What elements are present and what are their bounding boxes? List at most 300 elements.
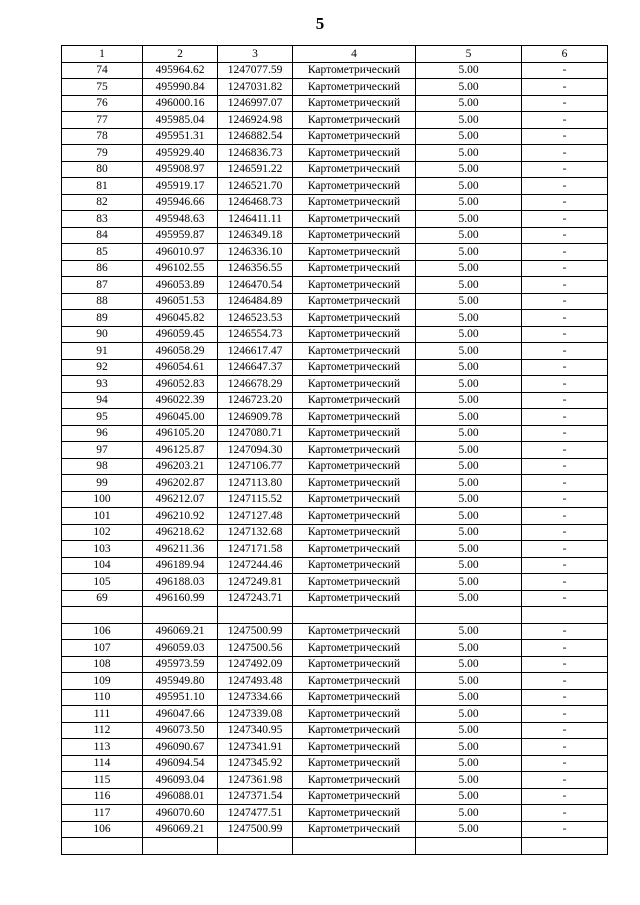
table-cell: 110 bbox=[62, 689, 143, 706]
table-cell: - bbox=[522, 706, 608, 723]
table-cell-empty bbox=[143, 607, 218, 624]
table-cell: 496058.29 bbox=[143, 343, 218, 360]
table-cell: 5.00 bbox=[416, 425, 522, 442]
table-row bbox=[62, 722, 608, 739]
table-cell: 117 bbox=[62, 805, 143, 822]
table-cell: 1247493.48 bbox=[218, 673, 293, 690]
table-cell: Картометрический bbox=[293, 392, 416, 409]
table-cell: 75 bbox=[62, 79, 143, 96]
table-cell: 496054.61 bbox=[143, 359, 218, 376]
table-cell: Картометрический bbox=[293, 161, 416, 178]
table-row bbox=[62, 310, 608, 327]
table-row bbox=[62, 145, 608, 162]
table-cell: 1247500.99 bbox=[218, 821, 293, 838]
table-cell: 5.00 bbox=[416, 293, 522, 310]
table-cell: 1246647.37 bbox=[218, 359, 293, 376]
table-cell: 495951.31 bbox=[143, 128, 218, 145]
table-cell: 5.00 bbox=[416, 590, 522, 607]
column-header: 4 bbox=[293, 46, 416, 63]
column-header: 6 bbox=[522, 46, 608, 63]
table-cell: - bbox=[522, 821, 608, 838]
table-cell: Картометрический bbox=[293, 458, 416, 475]
table-cell: - bbox=[522, 260, 608, 277]
table-cell: 76 bbox=[62, 95, 143, 112]
table-row bbox=[62, 590, 608, 607]
table-cell: - bbox=[522, 689, 608, 706]
table-row bbox=[62, 161, 608, 178]
table-cell: - bbox=[522, 772, 608, 789]
table-cell: 87 bbox=[62, 277, 143, 294]
table-cell: 1246924.98 bbox=[218, 112, 293, 129]
table-row bbox=[62, 244, 608, 261]
table-cell: 1246336.10 bbox=[218, 244, 293, 261]
table-cell: - bbox=[522, 722, 608, 739]
table-cell: 5.00 bbox=[416, 772, 522, 789]
table-cell: Картометрический bbox=[293, 788, 416, 805]
table-cell: - bbox=[522, 788, 608, 805]
table-row bbox=[62, 178, 608, 195]
table-cell: 80 bbox=[62, 161, 143, 178]
table-cell: - bbox=[522, 673, 608, 690]
table-cell: 108 bbox=[62, 656, 143, 673]
table-cell: 100 bbox=[62, 491, 143, 508]
table-cell: Картометрический bbox=[293, 590, 416, 607]
table-cell: 74 bbox=[62, 62, 143, 79]
table-cell: - bbox=[522, 640, 608, 657]
table-cell: - bbox=[522, 326, 608, 343]
table-row bbox=[62, 788, 608, 805]
table-cell: 1246411.11 bbox=[218, 211, 293, 228]
table-cell: 496045.82 bbox=[143, 310, 218, 327]
table-cell: 5.00 bbox=[416, 145, 522, 162]
table-row bbox=[62, 458, 608, 475]
table-cell-empty bbox=[218, 607, 293, 624]
table-cell: 92 bbox=[62, 359, 143, 376]
table-cell: - bbox=[522, 62, 608, 79]
table-cell: 5.00 bbox=[416, 557, 522, 574]
blank-row bbox=[62, 838, 608, 855]
table-cell: 1247115.52 bbox=[218, 491, 293, 508]
table-cell: 1247492.09 bbox=[218, 656, 293, 673]
table-cell: 1247031.82 bbox=[218, 79, 293, 96]
table-cell: Картометрический bbox=[293, 508, 416, 525]
table-cell: 1247080.71 bbox=[218, 425, 293, 442]
table-cell: 496010.97 bbox=[143, 244, 218, 261]
table-cell: Картометрический bbox=[293, 640, 416, 657]
table-cell: 112 bbox=[62, 722, 143, 739]
table-cell: 83 bbox=[62, 211, 143, 228]
table-cell: 89 bbox=[62, 310, 143, 327]
table-cell: 1246521.70 bbox=[218, 178, 293, 195]
table-cell: 1246723.20 bbox=[218, 392, 293, 409]
table-cell: Картометрический bbox=[293, 293, 416, 310]
table-cell: Картометрический bbox=[293, 557, 416, 574]
table-cell: 5.00 bbox=[416, 524, 522, 541]
table-cell: 1247113.80 bbox=[218, 475, 293, 492]
table-row bbox=[62, 755, 608, 772]
table-cell-empty bbox=[293, 607, 416, 624]
table-cell: 88 bbox=[62, 293, 143, 310]
table-cell: 82 bbox=[62, 194, 143, 211]
table-cell: 495949.80 bbox=[143, 673, 218, 690]
table-cell: 5.00 bbox=[416, 244, 522, 261]
column-header: 2 bbox=[143, 46, 218, 63]
table-row bbox=[62, 541, 608, 558]
table-cell: - bbox=[522, 244, 608, 261]
table-cell: - bbox=[522, 227, 608, 244]
table-cell: 5.00 bbox=[416, 673, 522, 690]
table-cell: 5.00 bbox=[416, 656, 522, 673]
table-cell: 495951.10 bbox=[143, 689, 218, 706]
table-cell: Картометрический bbox=[293, 574, 416, 591]
table-cell: Картометрический bbox=[293, 359, 416, 376]
table-cell: 1247339.08 bbox=[218, 706, 293, 723]
table-cell: Картометрический bbox=[293, 673, 416, 690]
table-cell: 496105.20 bbox=[143, 425, 218, 442]
table-cell: 1246617.47 bbox=[218, 343, 293, 360]
table-cell: Картометрический bbox=[293, 211, 416, 228]
table-cell: - bbox=[522, 590, 608, 607]
table-cell: Картометрический bbox=[293, 623, 416, 640]
column-header: 3 bbox=[218, 46, 293, 63]
table-cell: 1247106.77 bbox=[218, 458, 293, 475]
table-cell: - bbox=[522, 277, 608, 294]
table-cell: 116 bbox=[62, 788, 143, 805]
table-cell: 77 bbox=[62, 112, 143, 129]
table-cell: 5.00 bbox=[416, 194, 522, 211]
table-cell: Картометрический bbox=[293, 62, 416, 79]
table-row bbox=[62, 706, 608, 723]
table-row bbox=[62, 524, 608, 541]
table-row bbox=[62, 557, 608, 574]
table-cell: Картометрический bbox=[293, 772, 416, 789]
table-cell: 102 bbox=[62, 524, 143, 541]
table-cell: 5.00 bbox=[416, 706, 522, 723]
table-row bbox=[62, 128, 608, 145]
table-cell: Картометрический bbox=[293, 524, 416, 541]
table-cell: Картометрический bbox=[293, 409, 416, 426]
table-row bbox=[62, 821, 608, 838]
table-cell: 5.00 bbox=[416, 112, 522, 129]
table-cell: 1246836.73 bbox=[218, 145, 293, 162]
table-cell: 496160.99 bbox=[143, 590, 218, 607]
table-row bbox=[62, 805, 608, 822]
table-cell: 496212.07 bbox=[143, 491, 218, 508]
table-cell: 496090.67 bbox=[143, 739, 218, 756]
table-cell: Картометрический bbox=[293, 260, 416, 277]
table-cell: 1247477.51 bbox=[218, 805, 293, 822]
table-cell: 5.00 bbox=[416, 128, 522, 145]
table-cell: - bbox=[522, 442, 608, 459]
table-cell: 1246523.53 bbox=[218, 310, 293, 327]
table-cell: 98 bbox=[62, 458, 143, 475]
table-cell: 105 bbox=[62, 574, 143, 591]
table-cell: 495948.63 bbox=[143, 211, 218, 228]
table-cell: 1246349.18 bbox=[218, 227, 293, 244]
table-cell: 496125.87 bbox=[143, 442, 218, 459]
table-row bbox=[62, 409, 608, 426]
table-cell: 107 bbox=[62, 640, 143, 657]
table-cell: 5.00 bbox=[416, 227, 522, 244]
table-cell: Картометрический bbox=[293, 244, 416, 261]
table-cell: Картометрический bbox=[293, 689, 416, 706]
table-cell: 1246678.29 bbox=[218, 376, 293, 393]
table-cell: 1246909.78 bbox=[218, 409, 293, 426]
table-cell: 495964.62 bbox=[143, 62, 218, 79]
table-cell: 5.00 bbox=[416, 343, 522, 360]
table-row bbox=[62, 95, 608, 112]
table-cell: 1247500.56 bbox=[218, 640, 293, 657]
table-cell: - bbox=[522, 112, 608, 129]
table-cell: - bbox=[522, 475, 608, 492]
table-cell: - bbox=[522, 211, 608, 228]
table-cell: 5.00 bbox=[416, 326, 522, 343]
table-cell: Картометрический bbox=[293, 805, 416, 822]
table-cell: 5.00 bbox=[416, 739, 522, 756]
table-cell: 5.00 bbox=[416, 359, 522, 376]
table-row bbox=[62, 62, 608, 79]
table-cell: 5.00 bbox=[416, 458, 522, 475]
table-cell: 99 bbox=[62, 475, 143, 492]
table-row bbox=[62, 293, 608, 310]
table-cell: 1247244.46 bbox=[218, 557, 293, 574]
table-cell: 1247077.59 bbox=[218, 62, 293, 79]
table-cell: 90 bbox=[62, 326, 143, 343]
table-cell-empty bbox=[522, 838, 608, 855]
table-cell: 1246484.89 bbox=[218, 293, 293, 310]
table-cell: - bbox=[522, 95, 608, 112]
table-cell: - bbox=[522, 409, 608, 426]
table-row bbox=[62, 491, 608, 508]
table-cell: 5.00 bbox=[416, 376, 522, 393]
table-cell: 496073.50 bbox=[143, 722, 218, 739]
table-cell: - bbox=[522, 359, 608, 376]
table-cell: 1246468.73 bbox=[218, 194, 293, 211]
table-cell: 5.00 bbox=[416, 623, 522, 640]
table-cell: 1246882.54 bbox=[218, 128, 293, 145]
table-cell: 496210.92 bbox=[143, 508, 218, 525]
table-cell: - bbox=[522, 524, 608, 541]
table-cell: 495990.84 bbox=[143, 79, 218, 96]
table-cell: 1247371.54 bbox=[218, 788, 293, 805]
table-cell: 496203.21 bbox=[143, 458, 218, 475]
table-row bbox=[62, 574, 608, 591]
table-cell-empty bbox=[218, 838, 293, 855]
table-cell: 496059.45 bbox=[143, 326, 218, 343]
table-cell: 84 bbox=[62, 227, 143, 244]
table-cell: 496000.16 bbox=[143, 95, 218, 112]
table-cell: Картометрический bbox=[293, 178, 416, 195]
blank-row bbox=[62, 607, 608, 624]
table-cell: 1247249.81 bbox=[218, 574, 293, 591]
table-cell: 81 bbox=[62, 178, 143, 195]
table-cell: Картометрический bbox=[293, 442, 416, 459]
table-row bbox=[62, 689, 608, 706]
table-cell: 5.00 bbox=[416, 640, 522, 657]
table-cell: Картометрический bbox=[293, 376, 416, 393]
table-cell: Картометрический bbox=[293, 145, 416, 162]
table-cell: 496051.53 bbox=[143, 293, 218, 310]
table-cell: 1246470.54 bbox=[218, 277, 293, 294]
table-cell: 495985.04 bbox=[143, 112, 218, 129]
table-row bbox=[62, 392, 608, 409]
table-cell: 1247361.98 bbox=[218, 772, 293, 789]
column-header: 1 bbox=[62, 46, 143, 63]
table-cell: Картометрический bbox=[293, 821, 416, 838]
table-cell: 495929.40 bbox=[143, 145, 218, 162]
table-cell: Картометрический bbox=[293, 722, 416, 739]
table-row bbox=[62, 656, 608, 673]
table-cell: Картометрический bbox=[293, 739, 416, 756]
table-cell: - bbox=[522, 656, 608, 673]
table-row bbox=[62, 326, 608, 343]
table-cell: Картометрический bbox=[293, 227, 416, 244]
table-cell: Картометрический bbox=[293, 310, 416, 327]
table-cell: 5.00 bbox=[416, 722, 522, 739]
table-cell: 1246356.55 bbox=[218, 260, 293, 277]
table-cell: Картометрический bbox=[293, 128, 416, 145]
table-cell: Картометрический bbox=[293, 656, 416, 673]
table-cell-empty bbox=[416, 838, 522, 855]
table-cell: 106 bbox=[62, 623, 143, 640]
table-cell: 115 bbox=[62, 772, 143, 789]
table-cell: Картометрический bbox=[293, 326, 416, 343]
table-cell: 5.00 bbox=[416, 574, 522, 591]
table-cell: 5.00 bbox=[416, 821, 522, 838]
table-cell-empty bbox=[62, 607, 143, 624]
table-cell: 5.00 bbox=[416, 442, 522, 459]
table-cell: - bbox=[522, 755, 608, 772]
table-cell: - bbox=[522, 79, 608, 96]
table-row bbox=[62, 277, 608, 294]
table-cell: 5.00 bbox=[416, 788, 522, 805]
table-cell: 496045.00 bbox=[143, 409, 218, 426]
table-cell: - bbox=[522, 557, 608, 574]
table-cell: 5.00 bbox=[416, 541, 522, 558]
table-cell: 5.00 bbox=[416, 755, 522, 772]
table-cell: 495973.59 bbox=[143, 656, 218, 673]
table-cell: 5.00 bbox=[416, 409, 522, 426]
table-cell: 1246591.22 bbox=[218, 161, 293, 178]
table-cell: 1247334.66 bbox=[218, 689, 293, 706]
table-cell: 113 bbox=[62, 739, 143, 756]
table-cell: 495908.97 bbox=[143, 161, 218, 178]
table-cell: 5.00 bbox=[416, 508, 522, 525]
table-cell: 96 bbox=[62, 425, 143, 442]
table-cell: 94 bbox=[62, 392, 143, 409]
table-cell: Картометрический bbox=[293, 95, 416, 112]
table-cell: 1247171.58 bbox=[218, 541, 293, 558]
table-cell: 1247094.30 bbox=[218, 442, 293, 459]
table-cell: 106 bbox=[62, 821, 143, 838]
table-cell: - bbox=[522, 145, 608, 162]
table-cell: 93 bbox=[62, 376, 143, 393]
table-cell: 1247340.95 bbox=[218, 722, 293, 739]
table-cell: 496070.60 bbox=[143, 805, 218, 822]
table-cell: 5.00 bbox=[416, 95, 522, 112]
table-cell: 85 bbox=[62, 244, 143, 261]
table-row bbox=[62, 211, 608, 228]
table-cell: - bbox=[522, 161, 608, 178]
table-cell: - bbox=[522, 343, 608, 360]
table-cell: 496202.87 bbox=[143, 475, 218, 492]
table-cell: 1247132.68 bbox=[218, 524, 293, 541]
table-cell: 109 bbox=[62, 673, 143, 690]
table-cell: Картометрический bbox=[293, 425, 416, 442]
table-row bbox=[62, 359, 608, 376]
table-cell: 496093.04 bbox=[143, 772, 218, 789]
table-row bbox=[62, 112, 608, 129]
table-cell: Картометрический bbox=[293, 343, 416, 360]
table-cell: 5.00 bbox=[416, 178, 522, 195]
table-cell: 496069.21 bbox=[143, 821, 218, 838]
table-cell: 5.00 bbox=[416, 689, 522, 706]
table-row bbox=[62, 673, 608, 690]
table-cell: 114 bbox=[62, 755, 143, 772]
table-cell: 495919.17 bbox=[143, 178, 218, 195]
table-cell: 5.00 bbox=[416, 260, 522, 277]
table-row bbox=[62, 79, 608, 96]
table-row bbox=[62, 739, 608, 756]
table-cell-empty bbox=[143, 838, 218, 855]
table-cell: - bbox=[522, 293, 608, 310]
table-row bbox=[62, 425, 608, 442]
table-cell: 496022.39 bbox=[143, 392, 218, 409]
table-cell: - bbox=[522, 376, 608, 393]
table-cell: 101 bbox=[62, 508, 143, 525]
table-cell: - bbox=[522, 194, 608, 211]
table-cell: 78 bbox=[62, 128, 143, 145]
page-number: 5 bbox=[315, 14, 325, 33]
table-cell: - bbox=[522, 392, 608, 409]
table-cell: 91 bbox=[62, 343, 143, 360]
table-row bbox=[62, 623, 608, 640]
table-row bbox=[62, 260, 608, 277]
table-cell: 5.00 bbox=[416, 475, 522, 492]
table-cell: Картометрический bbox=[293, 79, 416, 96]
table-cell: 495959.87 bbox=[143, 227, 218, 244]
table-cell: - bbox=[522, 310, 608, 327]
table-row bbox=[62, 343, 608, 360]
table-cell: Картометрический bbox=[293, 475, 416, 492]
table-cell: - bbox=[522, 128, 608, 145]
table-cell: 95 bbox=[62, 409, 143, 426]
table-cell: 1247500.99 bbox=[218, 623, 293, 640]
column-header: 5 bbox=[416, 46, 522, 63]
table-row bbox=[62, 442, 608, 459]
table-cell: Картометрический bbox=[293, 755, 416, 772]
table-cell: 5.00 bbox=[416, 211, 522, 228]
table-cell: 496102.55 bbox=[143, 260, 218, 277]
table-cell-empty bbox=[522, 607, 608, 624]
table-cell: 69 bbox=[62, 590, 143, 607]
table-cell: 1247341.91 bbox=[218, 739, 293, 756]
table-cell: 496189.94 bbox=[143, 557, 218, 574]
table-cell: - bbox=[522, 739, 608, 756]
table-cell: 97 bbox=[62, 442, 143, 459]
table-row bbox=[62, 227, 608, 244]
table-cell: 495946.66 bbox=[143, 194, 218, 211]
table-cell: 1247243.71 bbox=[218, 590, 293, 607]
table-row bbox=[62, 508, 608, 525]
table-header-row bbox=[62, 46, 608, 63]
table-cell-empty bbox=[416, 607, 522, 624]
table-row bbox=[62, 194, 608, 211]
table-cell: 5.00 bbox=[416, 392, 522, 409]
table-cell: - bbox=[522, 805, 608, 822]
table-cell: 1246554.73 bbox=[218, 326, 293, 343]
coordinates-table bbox=[61, 45, 608, 855]
